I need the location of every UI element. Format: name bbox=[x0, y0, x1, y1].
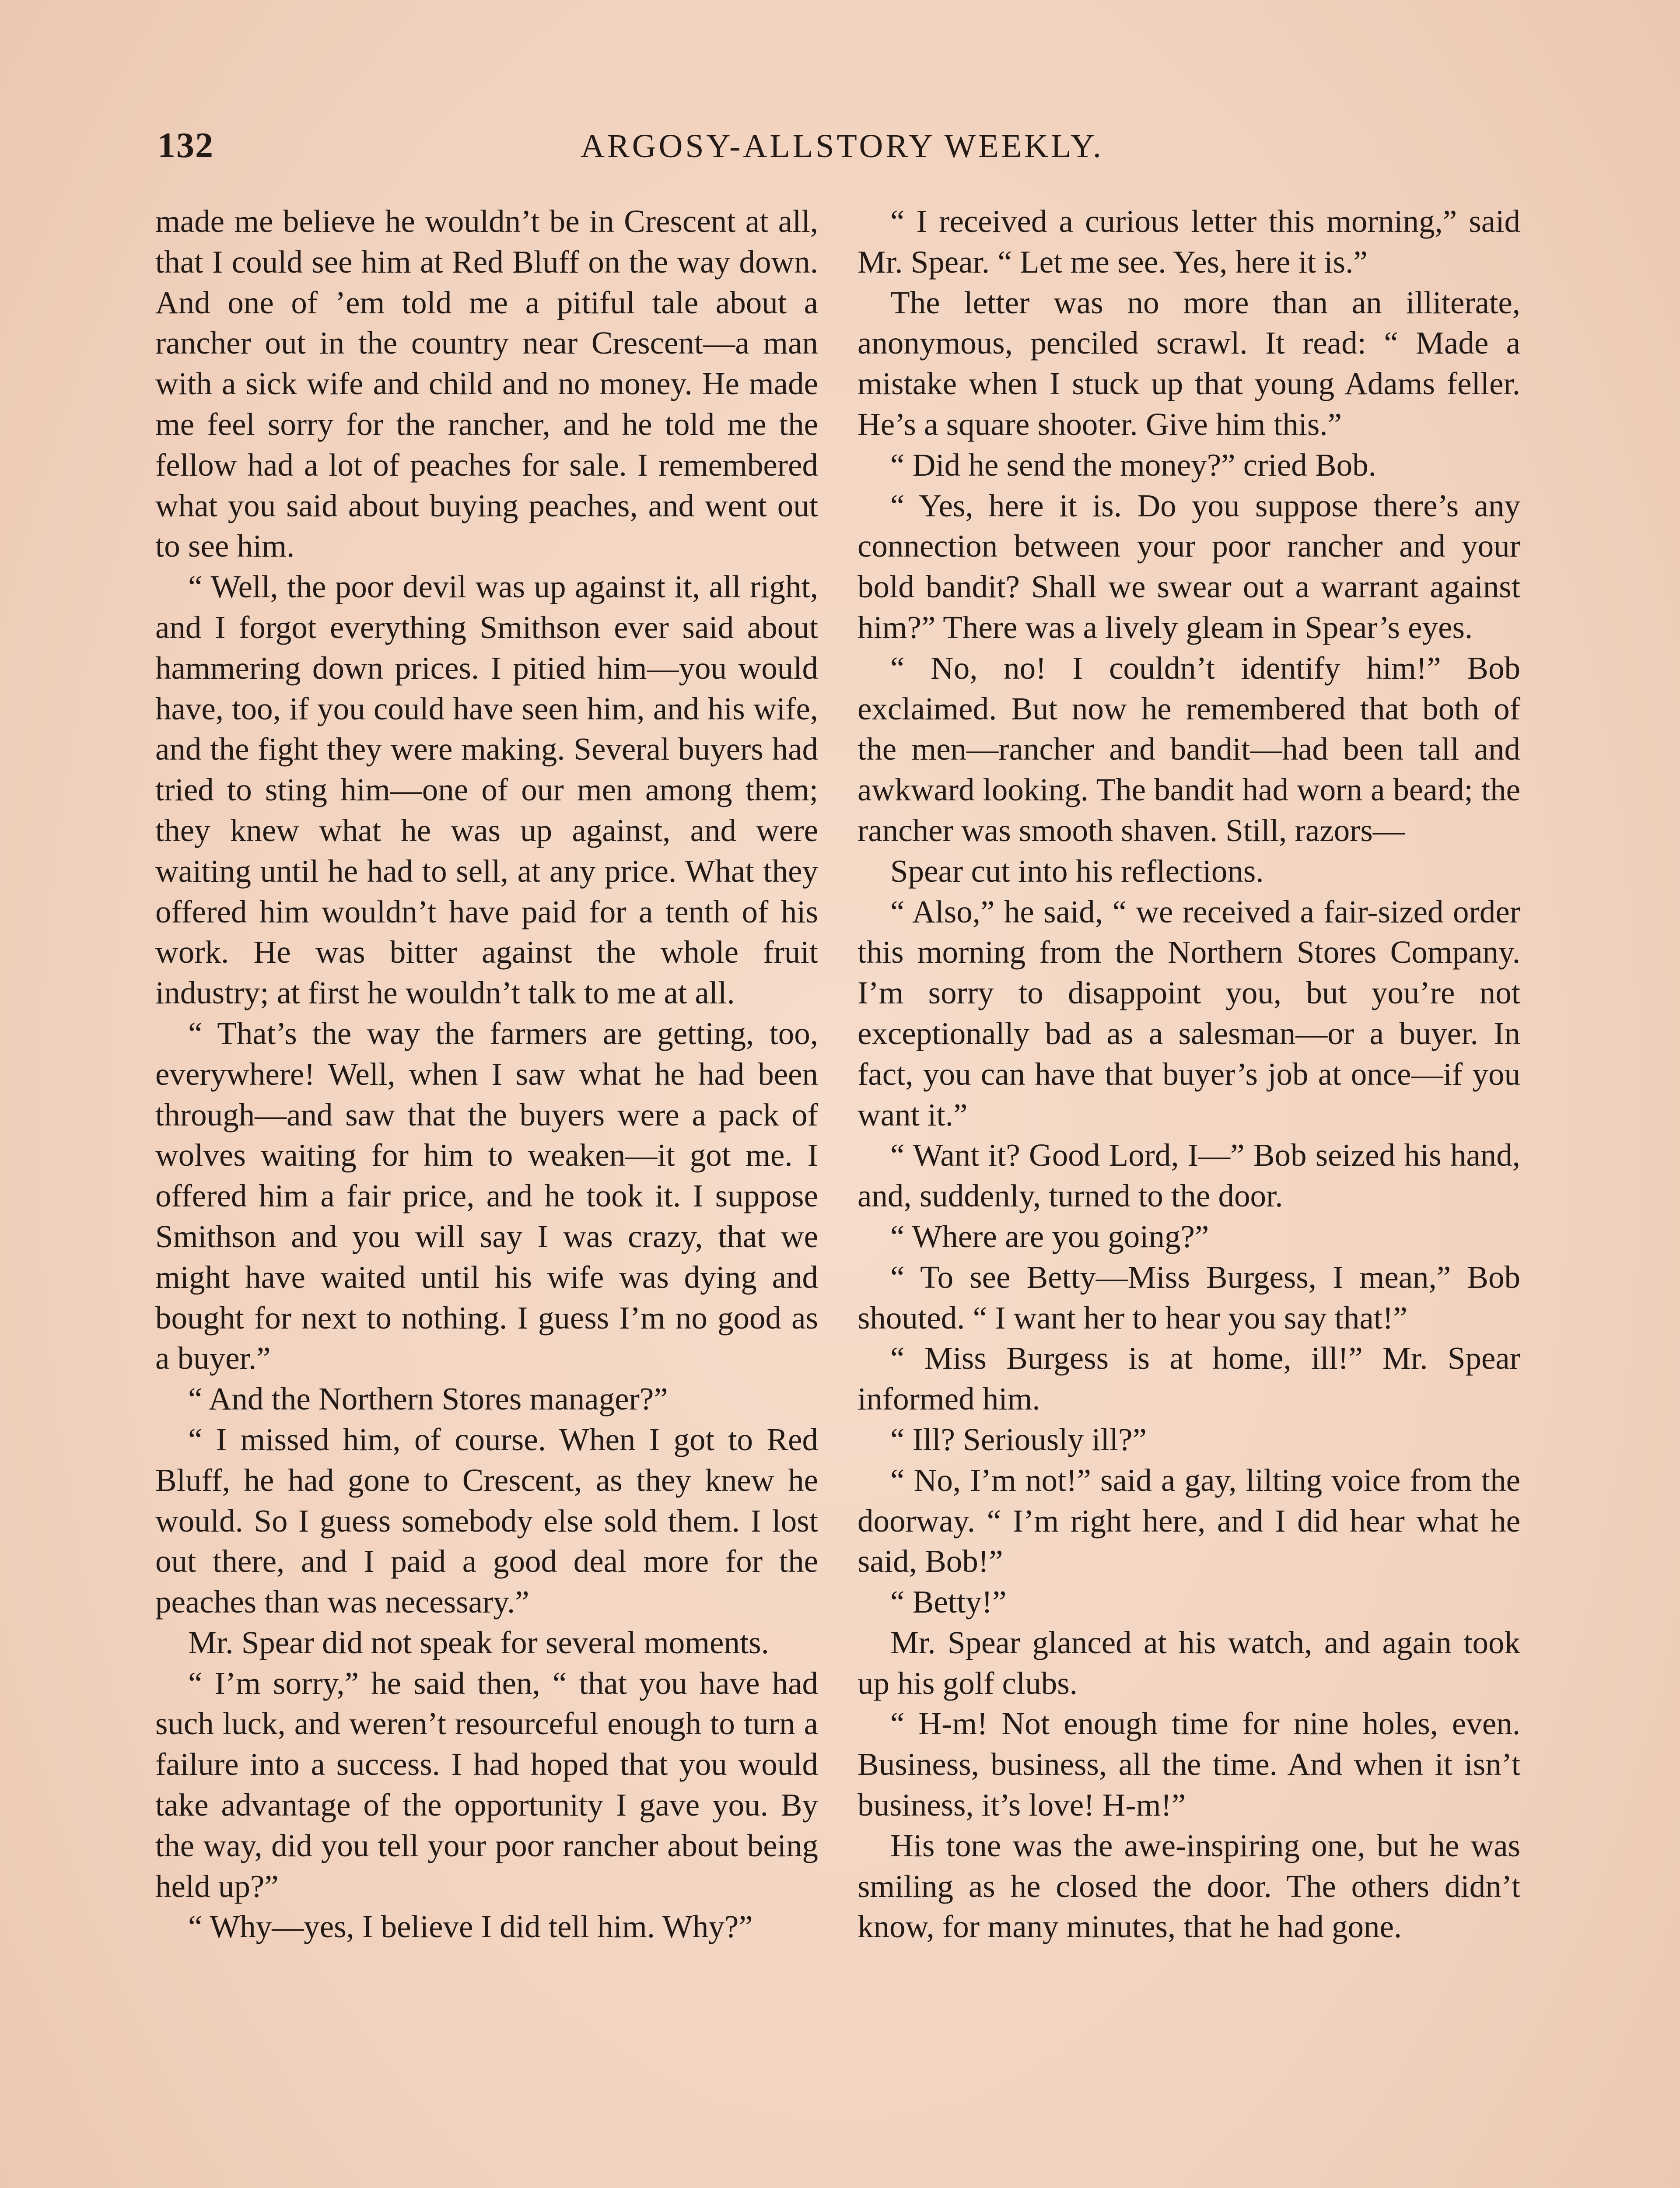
paragraph: “ No, no! I couldn’t identify him!” Bob exclaimed. But now he remembered that both of the men—rancher and bandit—had been tall and awkward looking. The bandit had worn a beard; the rancher was smooth shaven. Still, razors— bbox=[858, 650, 1520, 848]
paragraph: “ H-m! Not enough time for nine holes, even. Business, business, all the time. And when it isn’t business, it’s love! H-m!” bbox=[858, 1706, 1520, 1823]
paragraph: “ And the Northern Stores manager?” bbox=[188, 1381, 668, 1417]
paragraph: Mr. Spear did not speak for several moments. bbox=[188, 1624, 769, 1660]
paragraph: His tone was the awe-inspiring one, but he was smiling as he closed the door. The others didn’t know, for many minutes, that he had gone. bbox=[858, 1827, 1520, 1945]
paragraph: “ Well, the poor devil was up against it, all right, and I forgot everything Smithson ever said about hammering down prices. I pitied him—you would have, too, if you could have seen him, and his wife, and the fight they were making. Several buyers had tried to sting him—one of our men among them; they knew what he was up against, and were waiting until he had to sell, at any price. What they offered him wouldn’t have paid for a tenth of his work. He was bitter against the whole fruit industry; at first he wouldn’t talk to me at all. bbox=[155, 569, 818, 1011]
right-column bbox=[858, 201, 1520, 1947]
paragraph: made me believe he wouldn’t be in Crescent at all, that I could see him at Red Bluff on the way down. And one of ’em told me a pitiful tale about a rancher out in the country near Crescent—a man with a sick wife and child and no money. He made me feel sorry for the rancher, and he told me the fellow had a lot of peaches for sale. I remembered what you said about buying peaches, and went out to see him. bbox=[155, 203, 818, 564]
page-header bbox=[158, 125, 1527, 177]
paragraph: “ Also,” he said, “ we received a fair-sized order this morning from the Northern Stores Company. I’m sorry to disappoint you, but you’re not exceptionally bad as a salesman—or a buyer. In fact, you can have that buyer’s job at once—if you want it.” bbox=[858, 894, 1520, 1133]
paragraph: “ Betty!” bbox=[890, 1584, 1007, 1620]
paragraph: “ I’m sorry,” he said then, “ that you have had such luck, and weren’t resourceful enough to turn a failure into a success. I had hoped that you would take advantage of the opportunity I gave you. By the way, did you tell your poor rancher about being held up?” bbox=[155, 1665, 818, 1904]
page-number: 132 bbox=[158, 125, 214, 165]
paragraph: “ To see Betty—Miss Burgess, I mean,” Bob shouted. “ I want her to hear you say that!” bbox=[858, 1259, 1520, 1336]
paragraph: “ I received a curious letter this morning,” said Mr. Spear. “ Let me see. Yes, here it is.” bbox=[858, 203, 1520, 280]
left-column bbox=[155, 201, 818, 1947]
running-head: ARGOSY-ALLSTORY WEEKLY. bbox=[581, 128, 1104, 165]
paragraph: Spear cut into his reflections. bbox=[890, 853, 1264, 889]
paragraph: Mr. Spear glanced at his watch, and again took up his golf clubs. bbox=[858, 1624, 1520, 1701]
paragraph: “ Why—yes, I believe I did tell him. Why?” bbox=[188, 1909, 753, 1945]
paragraph: “ That’s the way the farmers are getting, too, everywhere! Well, when I saw what he had been through—and saw that the buyers were a pack of wolves waiting for him to weaken—it got me. I offered him a fair price, and he took it. I suppose Smithson and you will say I was crazy, that we might have waited until his wife was dying and bought for next to nothing. I guess I’m no good as a buyer.” bbox=[155, 1015, 818, 1376]
paragraph: “ Did he send the money?” cried Bob. bbox=[890, 447, 1376, 483]
paragraph: “ I missed him, of course. When I got to Red Bluff, he had gone to Crescent, as they knew he would. So I guess somebody else sold them. I lost out there, and I paid a good deal more for the peaches than was necessary.” bbox=[155, 1421, 818, 1620]
paragraph: “ Ill? Seriously ill?” bbox=[890, 1421, 1147, 1457]
paragraph: “ Where are you going?” bbox=[890, 1218, 1209, 1254]
paragraph: “ Yes, here it is. Do you suppose there’s any connection between your poor rancher and your bold bandit? Shall we swear out a warrant against him?” There was a lively gleam in Spear’s eyes. bbox=[858, 487, 1520, 645]
paragraph: The letter was no more than an illiterate, anonymous, penciled scrawl. It read: “ Made a mistake when I stuck up that young Adams feller. He’s a square shooter. Give him this.” bbox=[858, 284, 1520, 442]
paragraph: “ No, I’m not!” said a gay, lilting voice from the doorway. “ I’m right here, and I did hear what he said, Bob!” bbox=[858, 1462, 1520, 1579]
paragraph: “ Miss Burgess is at home, ill!” Mr. Spear informed him. bbox=[858, 1340, 1520, 1417]
paragraph: “ Want it? Good Lord, I—” Bob seized his hand, and, suddenly, turned to the door. bbox=[858, 1137, 1520, 1214]
